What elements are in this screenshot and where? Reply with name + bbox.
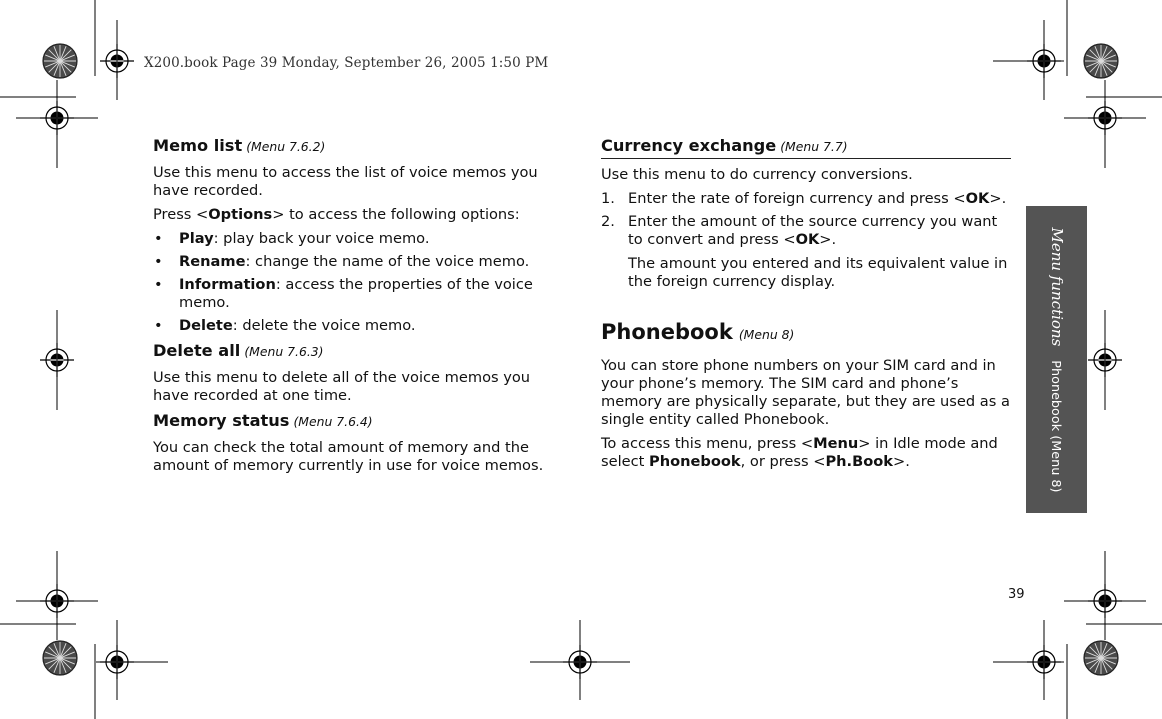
delete-all-text: Use this menu to delete all of the voice memos you have recorded at one time. <box>153 369 531 404</box>
list-item: 1. Enter the rate of foreign currency and press <OK>. <box>601 190 1007 207</box>
delete-all-heading: Delete all (Menu 7.6.3) <box>153 341 324 360</box>
page-number: 39 <box>1008 587 1025 602</box>
delete-all-menu-ref: (Menu 7.6.3) <box>244 344 324 359</box>
currency-menu-ref: (Menu 7.7) <box>780 139 848 154</box>
registration-sunburst-icon <box>1084 44 1118 78</box>
list-item: • Delete: delete the voice memo. <box>154 317 416 334</box>
side-tab-text <box>1048 227 1066 492</box>
memo-list-heading: Memo list (Menu 7.6.2) <box>153 136 326 155</box>
side-tab-title: Menu functions <box>1047 226 1066 346</box>
currency-exchange-heading: Currency exchange (Menu 7.7) <box>601 136 1011 159</box>
currency-note: The amount you entered and its equivalent value in the foreign currency display. <box>628 255 1008 290</box>
list-item: • Play: play back your voice memo. <box>154 230 430 247</box>
registration-sunburst-icon <box>1084 641 1118 675</box>
side-tab <box>1026 206 1087 513</box>
right-column <box>601 136 1011 477</box>
memo-list-menu-ref: (Menu 7.6.2) <box>246 139 326 154</box>
memo-options-list <box>153 230 563 335</box>
memory-status-heading: Memory status (Menu 7.6.4) <box>153 411 373 430</box>
list-item: 2. Enter the amount of the source currency you want to convert and press <OK>. <box>601 213 998 248</box>
memory-status-menu-ref: (Menu 7.6.4) <box>293 414 373 429</box>
currency-steps <box>601 190 1011 249</box>
memo-list-press-line: Press <Options> to access the following options: <box>153 206 520 223</box>
registration-sunburst-icon <box>43 44 77 78</box>
side-tab-subtitle: Phonebook (Menu 8) <box>1047 359 1063 493</box>
left-column <box>153 136 563 481</box>
memory-status-text: You can check the total amount of memory and the amount of memory currently in use for voice memos. <box>153 439 544 474</box>
phonebook-heading: Phonebook (Menu 8) <box>601 320 795 344</box>
header-stamp: X200.book Page 39 Monday, September 26, 2005 1:50 PM <box>144 55 549 71</box>
phonebook-menu-ref: (Menu 8) <box>738 327 795 342</box>
memo-list-intro: Use this menu to access the list of voice memos you have recorded. <box>153 164 538 199</box>
options-key: Options <box>208 206 273 223</box>
list-item: • Rename: change the name of the voice memo. <box>154 253 530 270</box>
currency-intro: Use this menu to do currency conversions. <box>601 166 913 183</box>
phonebook-p2: To access this menu, press <Menu> in Idle mode and select Phonebook, or press <Ph.Book>. <box>601 435 998 470</box>
list-item: • Information: access the properties of the voice memo. <box>154 276 533 311</box>
registration-sunburst-icon <box>43 641 77 675</box>
phonebook-p1: You can store phone numbers on your SIM card and in your phone’s memory. The SIM card and phone’s memory are physically separate, but they are used as a single entity called Phonebook. <box>601 357 1010 428</box>
